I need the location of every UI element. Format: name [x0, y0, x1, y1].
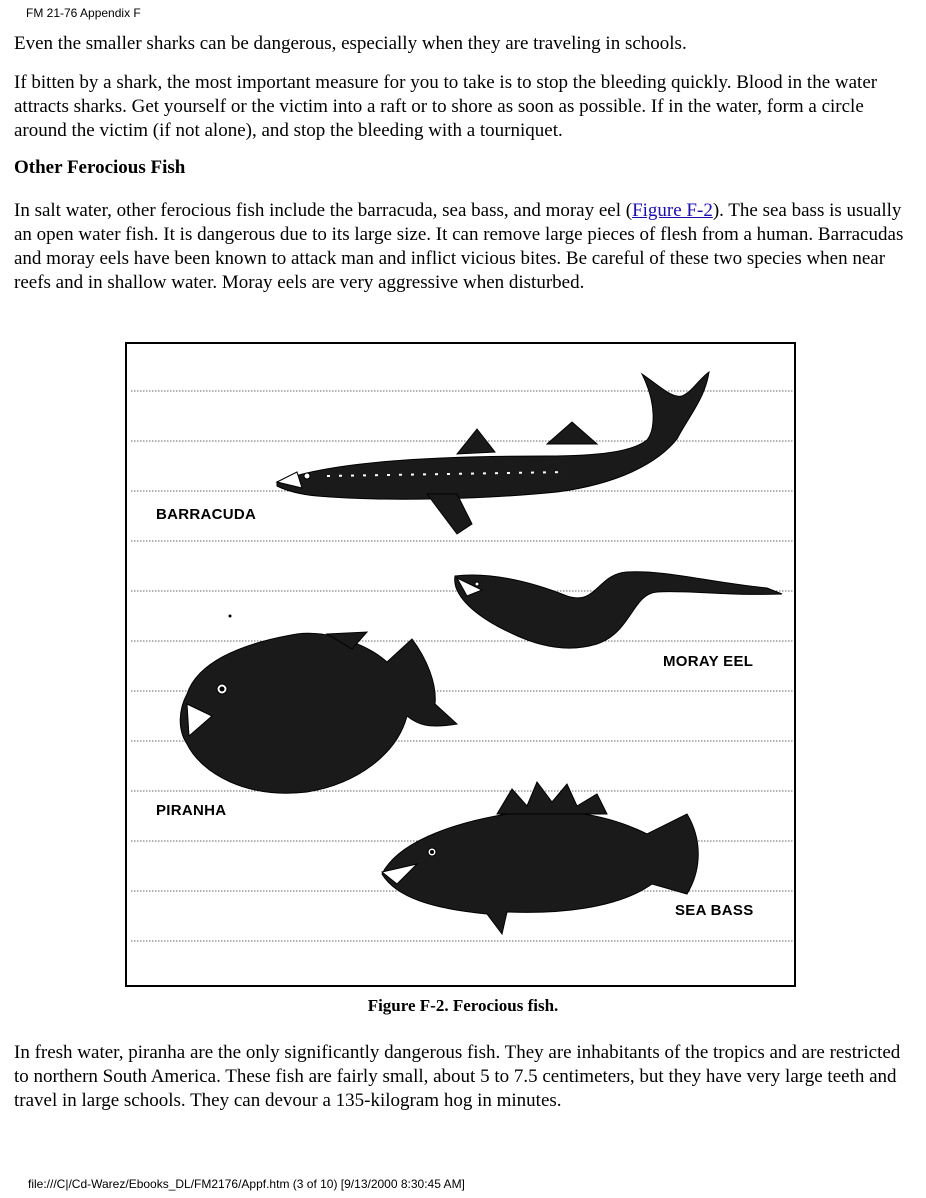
- figure-f2-link[interactable]: Figure F-2: [632, 200, 713, 221]
- piranha-label: PIRANHA: [156, 802, 227, 819]
- sea-bass-label: SEA BASS: [675, 902, 754, 919]
- source-footer: file:///C|/Cd-Warez/Ebooks_DL/FM2176/Appf.htm (3 of 10) [9/13/2000 8:30:45 AM]: [28, 1177, 465, 1191]
- paragraph-shark-bite: If bitten by a shark, the most important measure for you to take is to stop the bleeding quickly. Blood in the water attracts sharks. Get yourself or the victim into a raft or to shore as soon as possible. If in the water, form a circle around the victim (if not alone), and stop the bleeding with a tourniquet.: [14, 72, 878, 141]
- moray-eel-label: MORAY EEL: [663, 653, 754, 670]
- section-heading: Other Ferocious Fish: [14, 157, 186, 178]
- moray-eel-drawing: [455, 572, 782, 648]
- sea-bass-drawing: [382, 782, 698, 934]
- barracuda-drawing: [277, 372, 709, 534]
- paragraph-text-end: ). The sea bass is usually an open water fish. It is dangerous due to its large size. It can remove large pieces of flesh from a human. Barracudas and moray eels have been known to attack man and inflict vicious bites. Be careful of these two species when near reefs and in shallow water. Moray eels are very aggressive when disturbed.: [14, 200, 904, 293]
- paragraph-salt-water-fish: [14, 199, 914, 295]
- figure-caption: Figure F-2. Ferocious fish.: [367, 996, 559, 1015]
- stray-dot: [229, 615, 232, 618]
- ferocious-fish-figure: [125, 342, 796, 987]
- paragraph-smaller-sharks: Even the smaller sharks can be dangerous, especially when they are traveling in schools.: [14, 33, 687, 54]
- paragraph-text-start: In salt water, other ferocious fish include the barracuda, sea bass, and moray eel (: [14, 200, 633, 221]
- paragraph-fresh-water-fish: In fresh water, piranha are the only significantly dangerous fish. They are inhabitants of the tropics and are restricted to northern South America. These fish are fairly small, about 5 to 7.5 centimeters, but they have very large teeth and travel in large schools. They can devour a 135-kilogram hog in minutes.: [14, 1042, 901, 1111]
- running-head: FM 21-76 Appendix F: [26, 6, 141, 20]
- barracuda-label: BARRACUDA: [156, 506, 257, 523]
- piranha-drawing: [180, 632, 457, 793]
